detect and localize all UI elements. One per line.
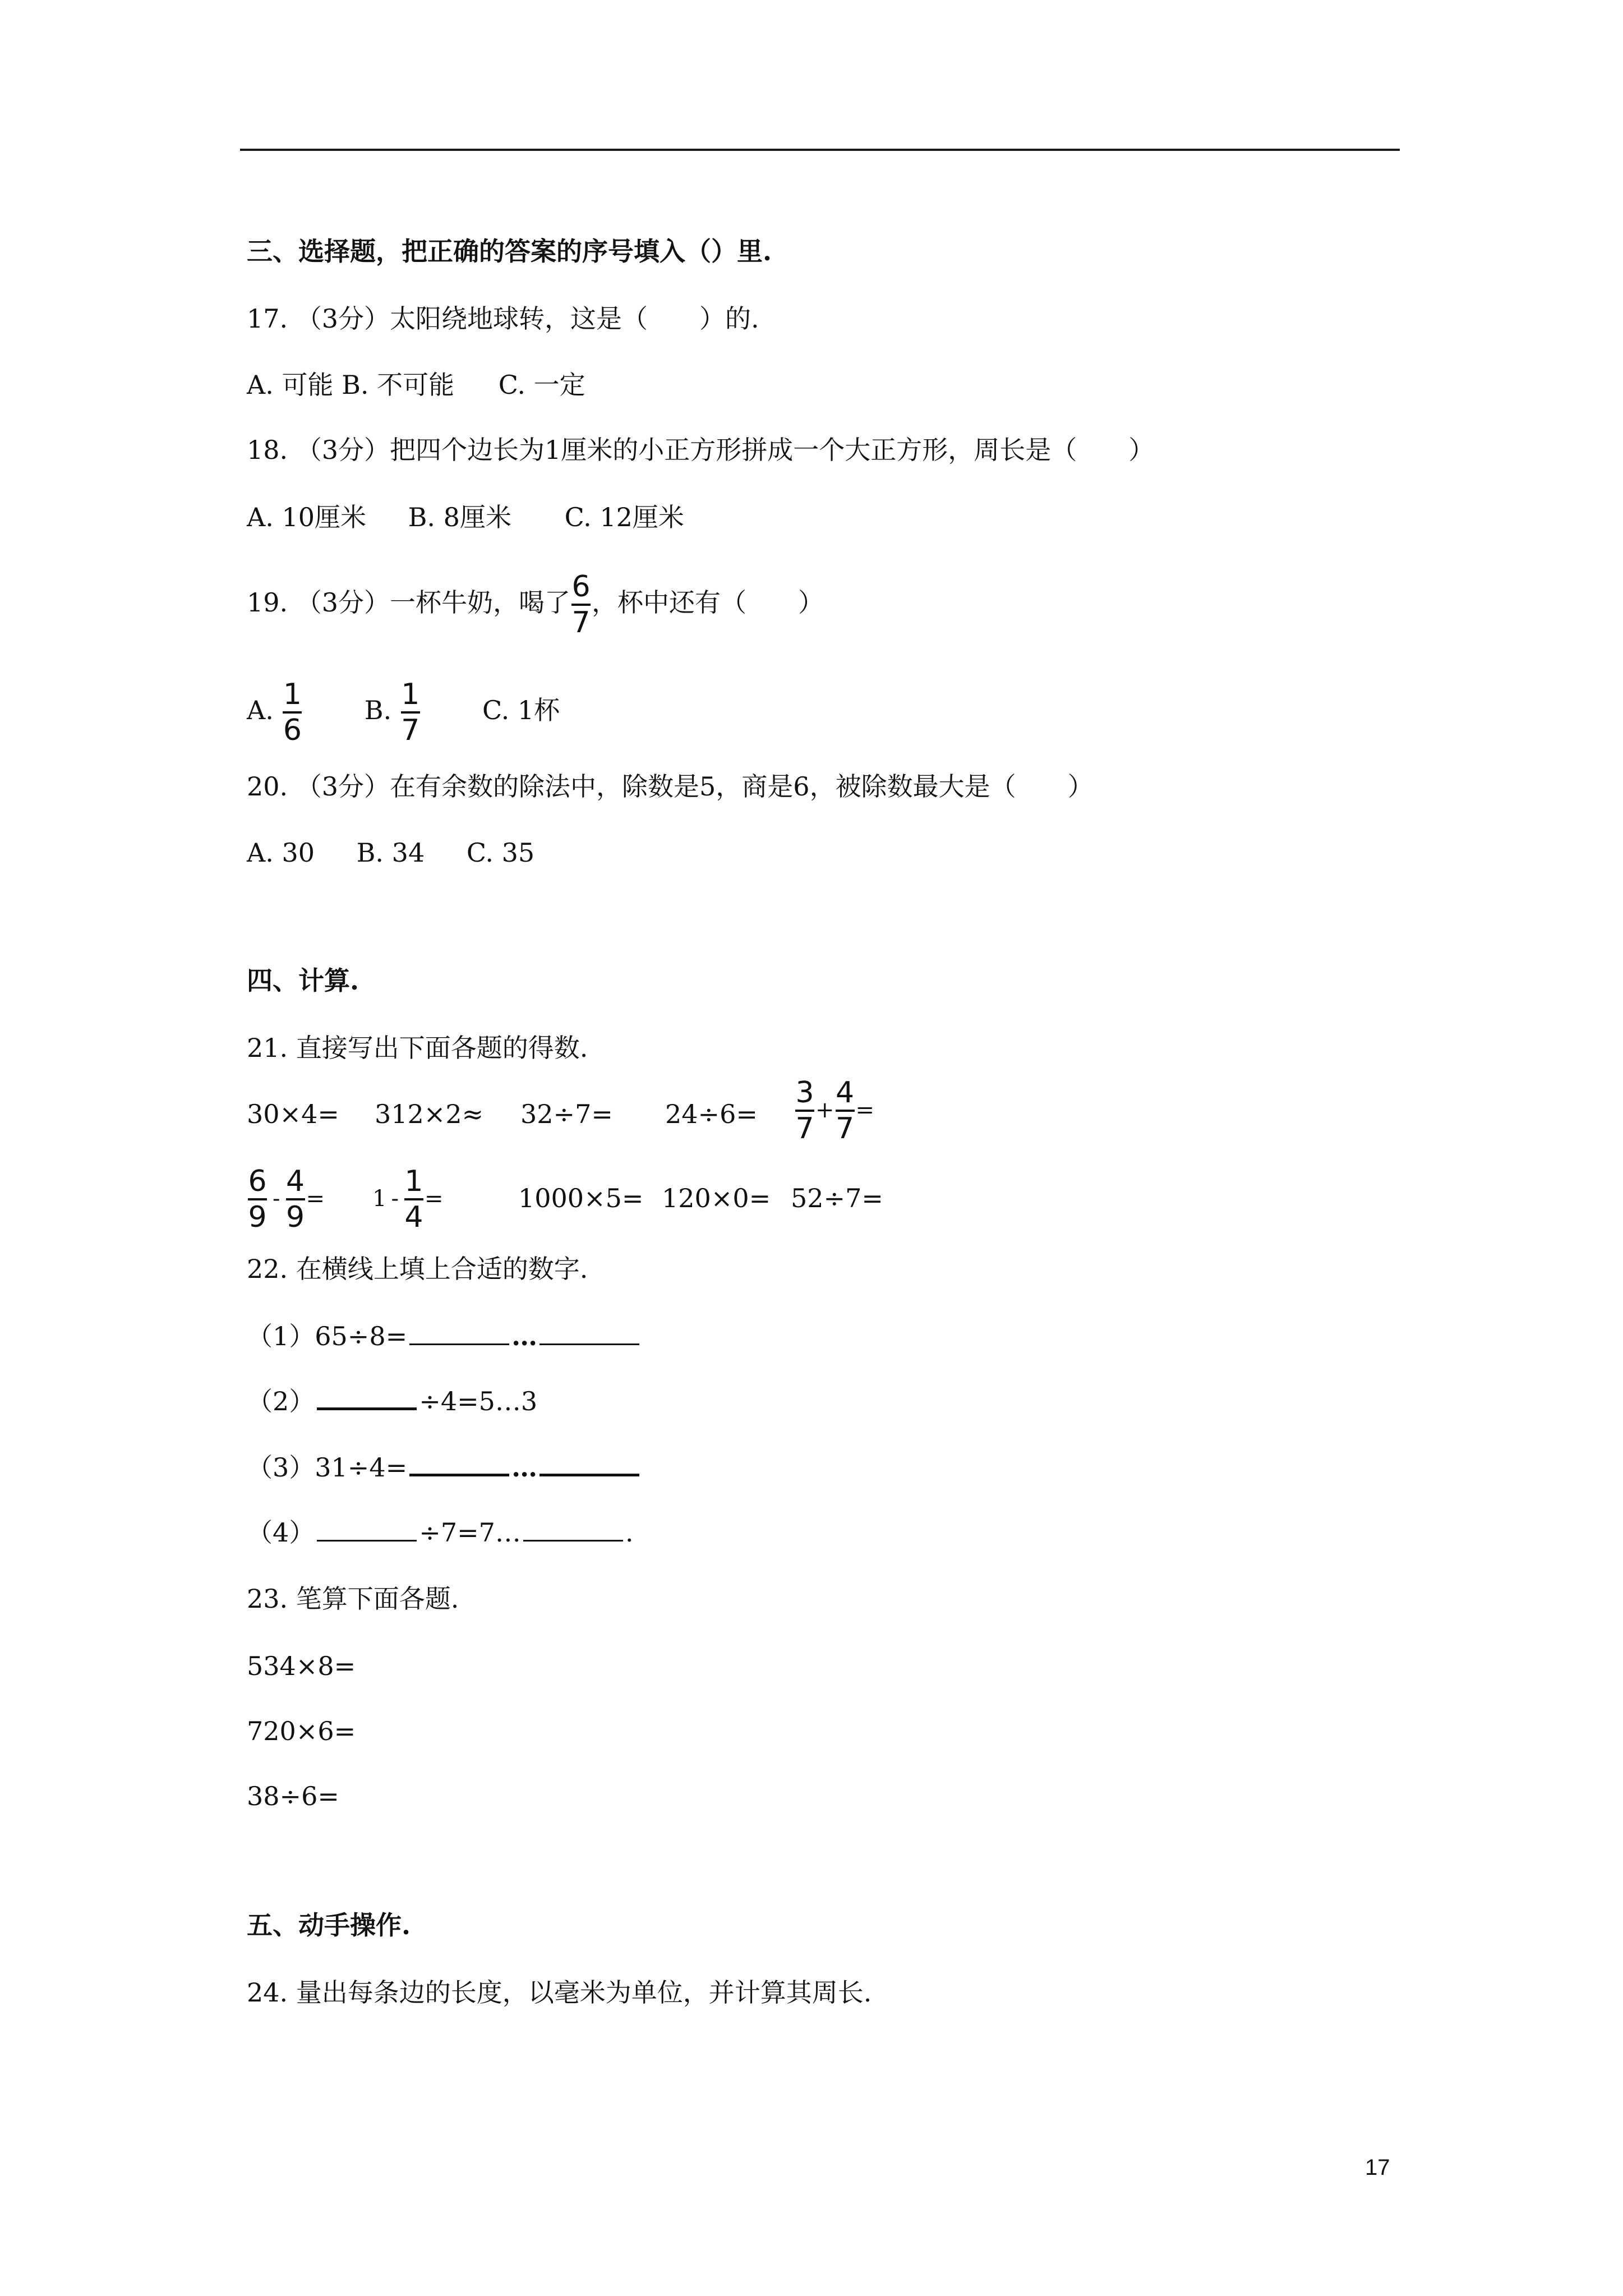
- question-23: 23. 笔算下面各题.: [247, 1584, 459, 1614]
- question-22-part-3: （3）31÷4= …: [247, 1451, 642, 1484]
- question-20: 20. （3分）在有余数的除法中，除数是5，商是6，被除数最大是（ ）: [247, 771, 1094, 802]
- question-18: 18. （3分）把四个边长为1厘米的小正方形拼成一个大正方形，周长是（ ）: [247, 435, 1155, 465]
- fraction-expression: 1 - $\frac{1}{4}$ =: [372, 1165, 444, 1234]
- calc-item: 30×4=: [247, 1099, 339, 1129]
- answer-blank[interactable]: [540, 1321, 639, 1345]
- header-rule: [240, 149, 1400, 151]
- fraction-expression: $\frac{6}{9}$ - $\frac{4}{9}$ =: [248, 1165, 325, 1234]
- option-b: B. 不可能: [342, 370, 455, 400]
- option-c: C. 1杯: [482, 695, 560, 725]
- option-c: C. 12厘米: [564, 502, 684, 532]
- section-heading-hands-on: 五、动手操作.: [247, 1910, 411, 1940]
- question-18-options: [247, 500, 684, 534]
- written-calc-item: 534×8=: [247, 1651, 356, 1681]
- calc-item: 32÷7=: [520, 1099, 613, 1129]
- option-b: B.: [364, 695, 392, 725]
- question-19-options: [247, 679, 560, 746]
- question-22-part-2: （2） ÷4=5…3: [247, 1386, 538, 1416]
- calc-item: 52÷7=: [791, 1183, 883, 1213]
- answer-blank[interactable]: [409, 1451, 509, 1476]
- fraction-one-seventh: $\frac{1}{7}$: [401, 678, 420, 747]
- fraction-expression: $\frac{3}{7}$ + $\frac{4}{7}$ =: [795, 1076, 875, 1145]
- option-b: B. 8厘米: [408, 502, 511, 532]
- answer-blank[interactable]: [317, 1385, 417, 1410]
- question-22-part-4: （4） ÷7=7… .: [247, 1517, 634, 1548]
- page-number: 17: [1365, 2155, 1390, 2180]
- section-heading-calc: 四、计算.: [247, 965, 359, 996]
- option-a: A. 10厘米: [247, 502, 366, 532]
- answer-blank[interactable]: [540, 1451, 639, 1476]
- option-a: A. 30: [247, 838, 315, 868]
- fraction-one-sixth: $\frac{1}{6}$: [283, 678, 302, 747]
- section-heading-choice: 三、选择题，把正确的答案的序号填入（）里.: [247, 236, 772, 266]
- option-c: C. 一定: [498, 370, 585, 400]
- written-calc-item: 38÷6=: [247, 1781, 339, 1811]
- question-17-options: [247, 368, 585, 402]
- option-a: A.: [247, 695, 274, 725]
- answer-blank[interactable]: [409, 1321, 509, 1345]
- written-calc-item: 720×6=: [247, 1716, 356, 1746]
- calc-item: 312×2≈: [375, 1099, 484, 1129]
- question-22: 22. 在横线上填上合适的数字.: [247, 1254, 588, 1284]
- question-22-part-1: （1）65÷8= …: [247, 1319, 642, 1353]
- fraction-six-sevenths: $\frac{6}{7}$: [571, 570, 591, 639]
- question-17: 17. （3分）太阳绕地球转，这是（ ）的.: [247, 303, 759, 334]
- question-19: 19. （3分）一杯牛奶，喝了 $\frac{6}{7}$ ，杯中还有（ ）: [247, 570, 824, 639]
- question-20-options: [247, 836, 534, 869]
- option-a: A. 可能: [247, 370, 334, 400]
- answer-blank[interactable]: [523, 1517, 623, 1542]
- answer-blank[interactable]: [317, 1517, 417, 1542]
- question-21: 21. 直接写出下面各题的得数.: [247, 1033, 588, 1063]
- option-b: B. 34: [356, 838, 425, 868]
- question-24: 24. 量出每条边的长度，以毫米为单位，并计算其周长.: [247, 1977, 872, 2008]
- calc-item: 24÷6=: [665, 1099, 758, 1129]
- calc-item: 1000×5=: [518, 1183, 644, 1213]
- calc-item: 120×0=: [662, 1183, 771, 1213]
- option-c: C. 35: [466, 838, 535, 868]
